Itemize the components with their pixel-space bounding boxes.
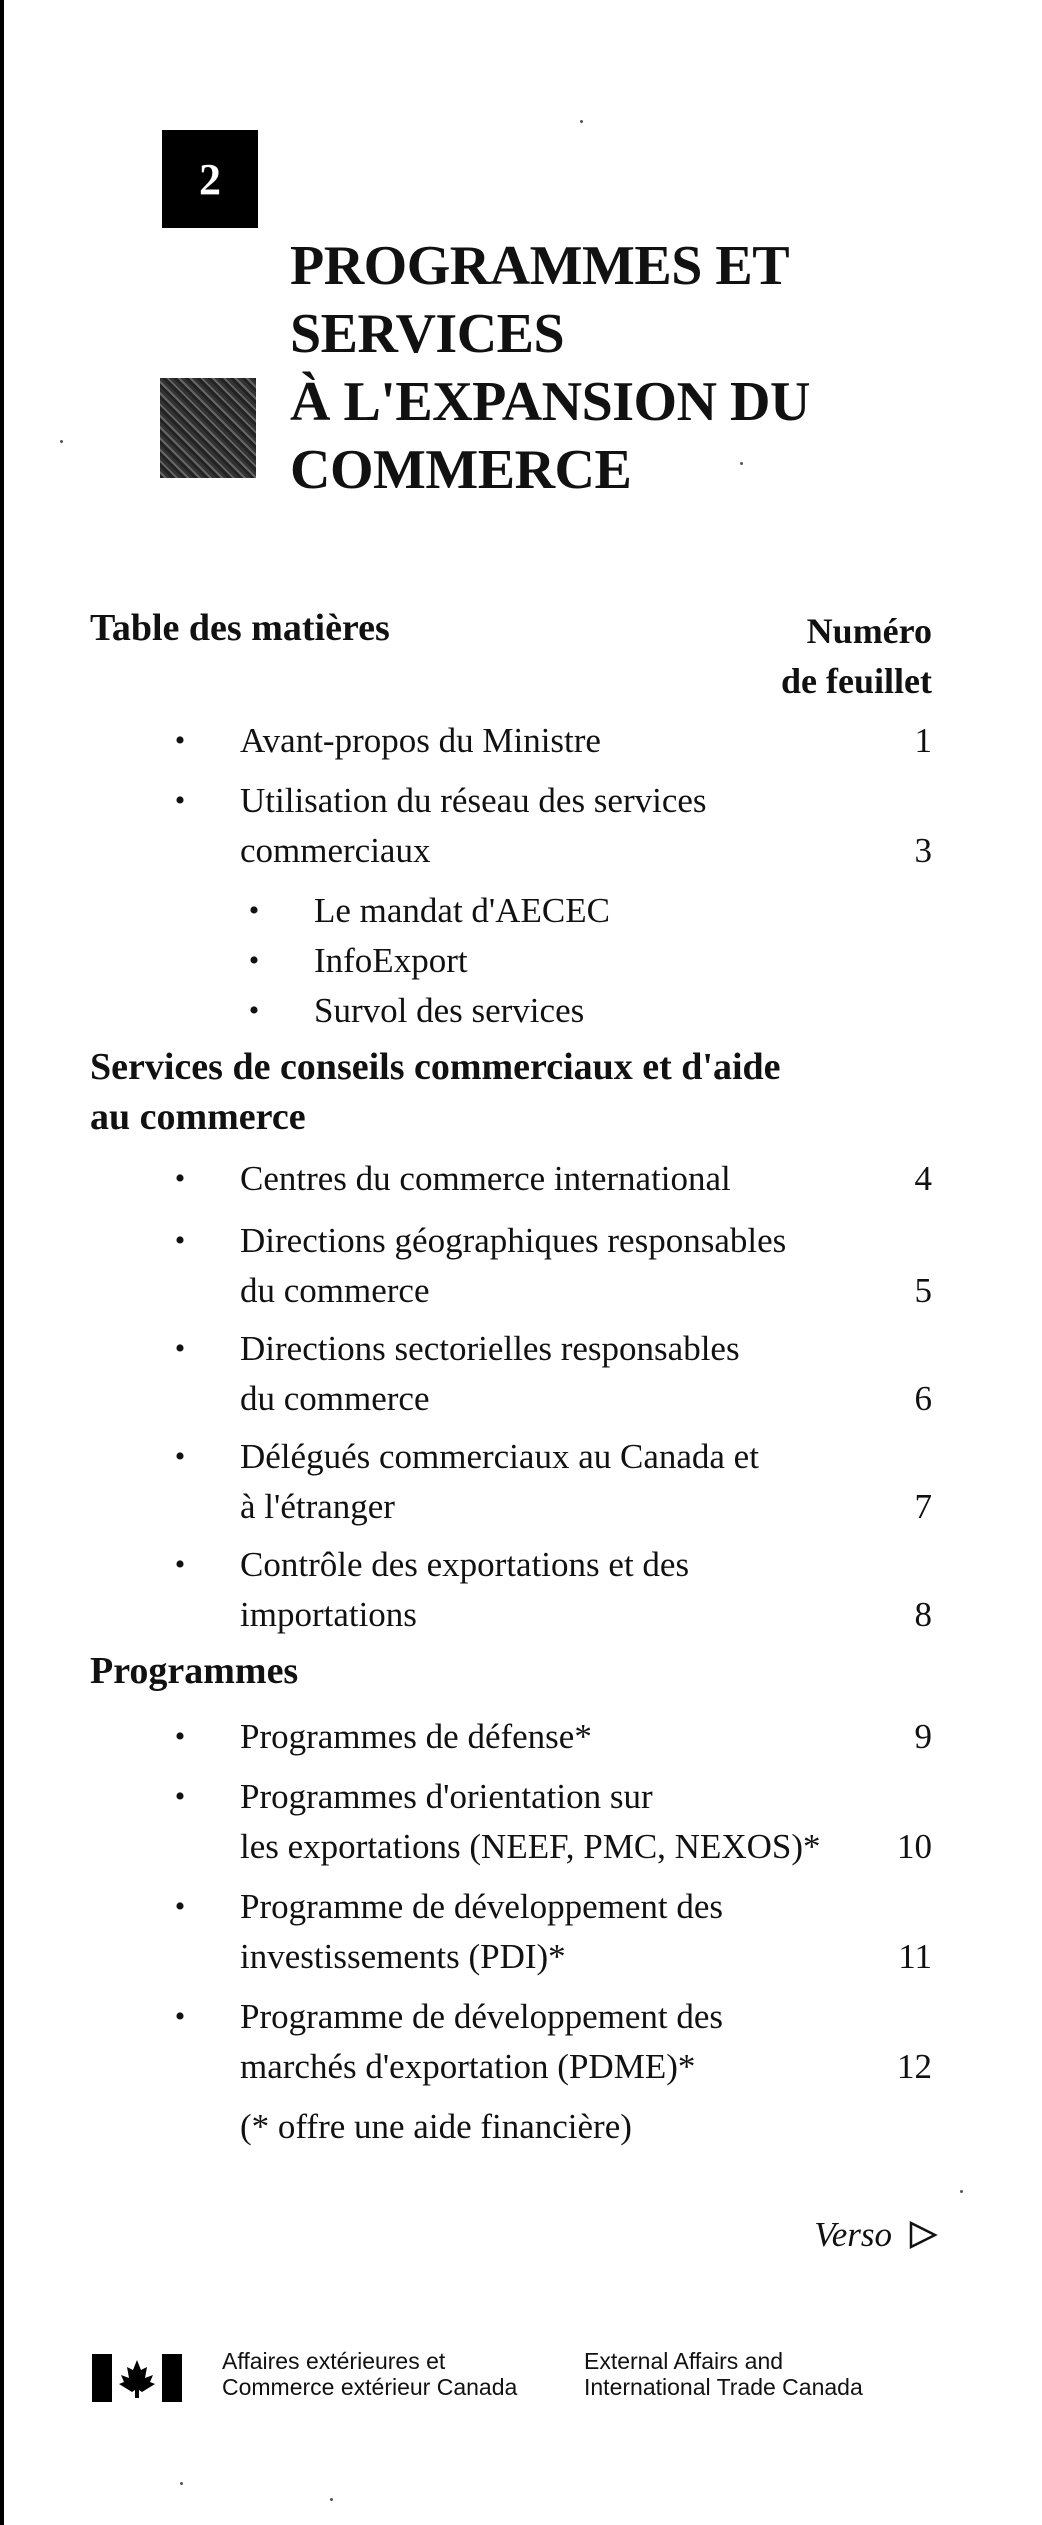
toc-entry-line: Programmes d'orientation sur xyxy=(240,1777,653,1816)
bullet-icon: • xyxy=(174,784,186,817)
scan-speck xyxy=(60,440,63,443)
bullet-icon: • xyxy=(174,1440,186,1473)
toc-entry-line: Centres du commerce international xyxy=(240,1159,731,1198)
footnote: (* offre une aide financière) xyxy=(240,2107,632,2146)
bullet-icon: • xyxy=(248,944,260,977)
toc-entry-line: les exportations (NEEF, PMC, NEXOS)* xyxy=(240,1827,821,1866)
bullet-icon: • xyxy=(174,2000,186,2033)
toc-entry-label xyxy=(240,1216,880,1316)
bullet-icon: • xyxy=(248,994,260,1027)
department-line: External Affairs and xyxy=(584,2348,784,2374)
toc-entry-line: investissements (PDI)* xyxy=(240,1937,566,1976)
department-line: Commerce extérieur Canada xyxy=(222,2374,518,2400)
toc-entry-line: du commerce xyxy=(240,1379,430,1418)
toc-entry-number: 1 xyxy=(914,721,932,760)
title-line: SERVICES xyxy=(290,303,565,365)
toc-entry-line: Directions géographiques responsables xyxy=(240,1221,787,1260)
toc-entry-label xyxy=(240,1712,880,1762)
bullet-icon: • xyxy=(174,1890,186,1923)
toc-entry-number: 9 xyxy=(914,1717,932,1756)
toc-entry-number: 7 xyxy=(914,1487,932,1526)
scan-speck xyxy=(960,2190,963,2193)
toc-column-header-line: Numéro xyxy=(806,611,932,651)
toc-column-header-line: de feuillet xyxy=(781,661,932,701)
toc-sub-entry-label: Survol des services xyxy=(314,991,585,1030)
chapter-number: 2 xyxy=(199,154,221,204)
section-heading-programmes: Programmes xyxy=(90,1650,299,1692)
scan-speck xyxy=(330,2498,333,2501)
toc-entry-label xyxy=(240,776,880,876)
toc-entry-label xyxy=(240,1772,880,1872)
toc-entry-line: importations xyxy=(240,1595,417,1634)
toc-entry-line: Contrôle des exportations et des xyxy=(240,1545,690,1584)
toc-entry-line: commerciaux xyxy=(240,831,431,870)
toc-entry-number: 4 xyxy=(914,1159,932,1198)
department-name-english xyxy=(584,2348,863,2400)
toc-entry-label xyxy=(240,1324,880,1424)
toc-entry-label xyxy=(240,1992,880,2092)
toc-heading: Table des matières xyxy=(90,607,390,649)
toc-entry-label xyxy=(240,1154,880,1204)
toc-sub-entry-label: InfoExport xyxy=(314,941,468,980)
scan-edge-line xyxy=(0,0,4,2525)
toc-entry-line: Délégués commerciaux au Canada et xyxy=(240,1437,759,1476)
bullet-icon: • xyxy=(174,1548,186,1581)
title-line: À L'EXPANSION DU xyxy=(290,371,810,433)
toc-entry-label xyxy=(240,1432,880,1532)
section-heading-line: Services de conseils commerciaux et d'aide xyxy=(90,1046,781,1088)
toc-entry-number: 6 xyxy=(914,1379,932,1418)
verso-link[interactable] xyxy=(814,2210,938,2260)
toc-entry-number: 3 xyxy=(914,831,932,870)
toc-entry-line: Utilisation du réseau des services xyxy=(240,781,707,820)
toc-entry-line: Avant-propos du Ministre xyxy=(240,721,601,760)
title-line: COMMERCE xyxy=(290,439,632,501)
toc-entry-number: 8 xyxy=(914,1595,932,1634)
bullet-icon: • xyxy=(248,894,260,927)
toc-entry-line: Programmes de défense* xyxy=(240,1717,592,1756)
toc-sub-entry-label: Le mandat d'AECEC xyxy=(314,891,610,930)
toc-entry-line: marchés d'exportation (PDME)* xyxy=(240,2047,696,2086)
bullet-icon: • xyxy=(174,724,186,757)
section-heading-line: au commerce xyxy=(90,1096,306,1138)
bullet-icon: • xyxy=(174,1780,186,1813)
scan-speck xyxy=(580,120,583,123)
bullet-icon: • xyxy=(174,1162,186,1195)
bullet-icon: • xyxy=(174,1720,186,1753)
toc-entry-number: 10 xyxy=(897,1827,932,1866)
toc-entry-label xyxy=(240,1882,880,1982)
scan-speck xyxy=(740,462,743,465)
toc-entry-label xyxy=(240,716,880,766)
department-line: Affaires extérieures et xyxy=(222,2348,446,2374)
toc-entry-number: 12 xyxy=(897,2047,932,2086)
scan-speck xyxy=(180,2482,183,2485)
toc-entry-number: 11 xyxy=(898,1937,932,1976)
section-heading-services xyxy=(90,1042,950,1142)
verso-label: Verso xyxy=(814,2215,892,2254)
decorative-texture-block xyxy=(160,378,256,478)
toc-entry-number: 5 xyxy=(914,1271,932,1310)
page-title xyxy=(290,232,990,504)
toc-entry-line: du commerce xyxy=(240,1271,430,1310)
toc-entry-line: Programme de développement des xyxy=(240,1887,724,1926)
toc-column-header xyxy=(781,606,932,706)
bullet-icon: • xyxy=(174,1332,186,1365)
bullet-icon: • xyxy=(174,1224,186,1257)
title-line: PROGRAMMES ET xyxy=(290,235,790,297)
toc-entry-label xyxy=(240,1540,880,1640)
toc-entry-line: à l'étranger xyxy=(240,1487,395,1526)
department-name-french xyxy=(222,2348,517,2400)
toc-entry-line: Programme de développement des xyxy=(240,1997,724,2036)
department-line: International Trade Canada xyxy=(584,2374,863,2400)
chapter-number-box xyxy=(162,130,258,228)
toc-entry-line: Directions sectorielles responsables xyxy=(240,1329,740,1368)
canada-flag-icon xyxy=(92,2354,182,2402)
triangle-right-icon xyxy=(908,2220,938,2250)
